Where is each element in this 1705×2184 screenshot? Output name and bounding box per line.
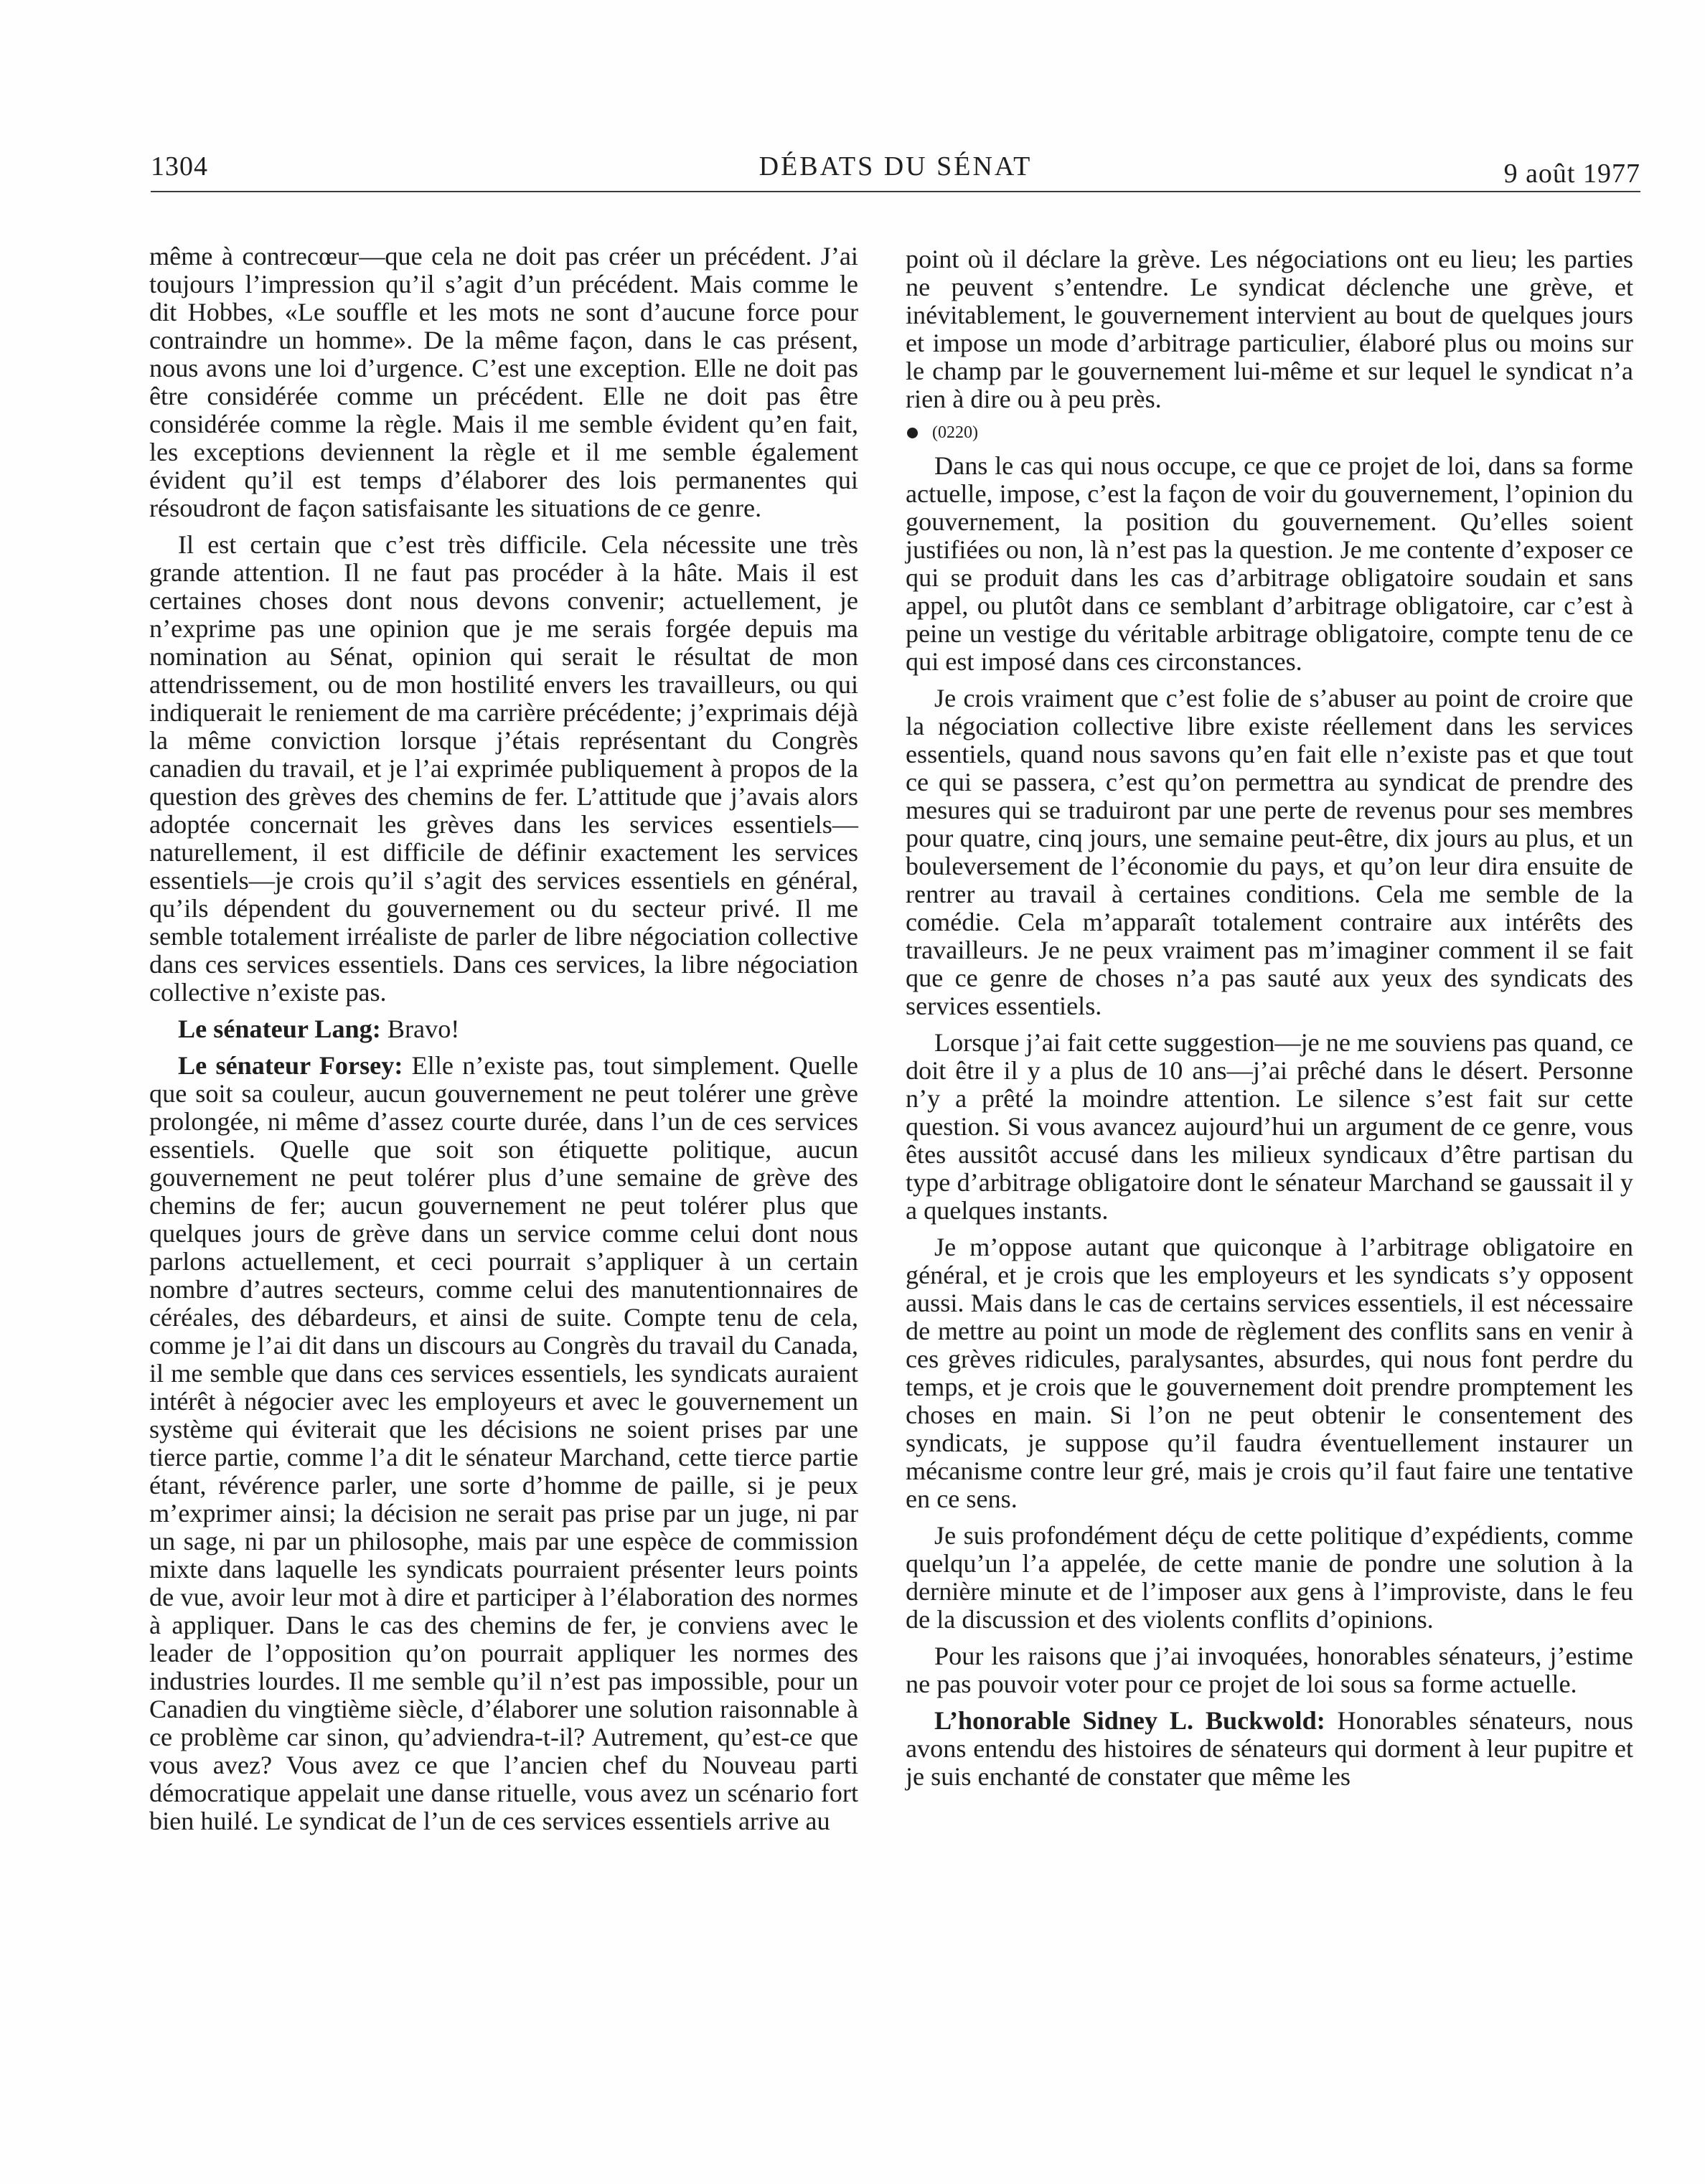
speech-buckwold bbox=[906, 1707, 1633, 1791]
time-marker-label: (0220) bbox=[932, 423, 978, 442]
bullet-icon bbox=[907, 428, 918, 438]
paragraph: Je m’oppose autant que quiconque à l’arbitrage obligatoire en général, et je crois que les employeurs et les syndicats s’y opposent aussi. Mais dans le cas de certains services essentiels, il est nécessaire de mettre au point un mode de règlement des conflits sans en venir à ces grèves ridicules, paralysantes, absurdes, qui nous font perdre du temps, et je crois que le gouvernement doit prendre promptement les choses en main. Si l’on ne peut obtenir le consentement des syndicats, je suppose qu’il faudra éventuellement instaurer un mécanisme contre leur gré, mais je crois qu’il faut faire une tentative en ce sens. bbox=[906, 1233, 1633, 1513]
publication-date: 9 août 1977 bbox=[1503, 159, 1640, 189]
left-column bbox=[149, 243, 858, 1844]
speech-text: Honorables sénateurs, nous avons entendu des histoires de sénateurs qui dorment à leur pupitre et je suis enchanté de constater que même les bbox=[906, 1706, 1633, 1791]
time-marker bbox=[906, 422, 1633, 443]
paragraph-continued: point où il déclare la grève. Les négociations ont eu lieu; les parties ne peuvent s’entendre. Le syndicat déclenche une grève, et inévitablement, le gouvernement intervient au bout de quelques jours et impose un mode d’arbitrage particulier, élaboré plus ou moins sur le champ par le gouvernement lui-même et sur lequel le syndicat n’a rien à dire ou à peu près. bbox=[906, 245, 1633, 413]
speech-text: Bravo! bbox=[380, 1015, 460, 1043]
right-column bbox=[906, 245, 1633, 1799]
paragraph-continued: même à contrecœur—que cela ne doit pas créer un précédent. J’ai toujours l’impression qu’il s’agit d’un précédent. Mais comme le dit Hobbes, «Le souffle et les mots ne sont d’aucune force pour contraindre un homme». De la même façon, dans le cas présent, nous avons une loi d’urgence. C’est une exception. Elle ne doit pas être considérée comme un précédent. Elle ne doit pas être considérée comme la règle. Mais il me semble évident qu’en fait, les exceptions deviennent la règle et il me semble également évident qu’il est temps d’élaborer des lois permanentes qui résoudront de façon satisfaisante les situations de ce genre. bbox=[149, 242, 858, 522]
page-header bbox=[151, 148, 1640, 192]
speaker-name: L’honorable Sidney L. Buckwold: bbox=[934, 1706, 1325, 1735]
paragraph: Lorsque j’ai fait cette suggestion—je ne me souviens pas quand, ce doit être il y a plus de 10 ans—j’ai prêché dans le désert. Personne n’y a prêté la moindre attention. Le silence s’est fait sur cette question. Si vous avancez aujourd’hui un argument de ce genre, vous êtes aussitôt accusé dans les milieux syndicaux d’être partisan du type d’arbitrage obligatoire dont le sénateur Marchand se gaussait il y a quelques instants. bbox=[906, 1028, 1633, 1225]
paragraph: Je suis profondément déçu de cette politique d’expédients, comme quelqu’un l’a appelée, de cette manie de pondre une solution à la dernière minute et de l’imposer aux gens à l’improviste, dans le feu de la discussion et des violents conflits d’opinions. bbox=[906, 1521, 1633, 1634]
speaker-name: Le sénateur Lang: bbox=[178, 1015, 381, 1043]
speech-lang bbox=[149, 1015, 858, 1043]
paragraph: Il est certain que c’est très difficile. Cela nécessite une très grande attention. Il ne faut pas procéder à la hâte. Mais il est certaines choses dont nous devons convenir; actuellement, je n’exprime pas une opinion que je me serais forgée depuis ma nomination au Sénat, opinion qui serait le résultat de mon attendrissement, ou de mon hostilité envers les travailleurs, ou qui indiquerait le reniement de ma carrière précédente; j’exprimais déjà la même conviction lorsque j’étais représentant du Congrès canadien du travail, et je l’ai exprimée publiquement à propos de la question des grèves des chemins de fer. L’attitude que j’avais alors adoptée concernait les grèves dans les services essentiels—naturellement, il est difficile de définir exactement les services essentiels—je crois qu’il s’agit des services essentiels en général, qu’ils dépendent du gouvernement ou du secteur privé. Il me semble totalement irréaliste de parler de libre négociation collective dans ces services essentiels. Dans ces services, la libre négociation collective n’existe pas. bbox=[149, 530, 858, 1007]
publication-title: DÉBATS DU SÉNAT bbox=[758, 151, 1033, 182]
page-number: 1304 bbox=[151, 151, 208, 182]
paragraph: Dans le cas qui nous occupe, ce que ce projet de loi, dans sa forme actuelle, impose, c’est la façon de voir du gouvernement, l’opinion du gouvernement, la position du gouvernement. Qu’elles soient justifiées ou non, là n’est pas la question. Je me contente d’exposer ce qui se produit dans les cas d’arbitrage obligatoire soudain et sans appel, ou plutôt dans ce semblant d’arbitrage obligatoire, car c’est à peine un vestige du véritable arbitrage obligatoire, compte tenu de ce qui est imposé dans ces circonstances. bbox=[906, 451, 1633, 676]
paragraph: Je crois vraiment que c’est folie de s’abuser au point de croire que la négociation collective libre existe réellement dans les services essentiels, quand nous savons qu’en fait elle n’existe pas et que tout ce qui se passera, c’est qu’on permettra au syndicat de prendre des mesures qui se traduiront par une perte de revenus pour ses membres pour quatre, cinq jours, une semaine peut-être, dix jours au plus, et un bouleversement de l’économie du pays, et qu’on leur dira ensuite de rentrer au travail à certaines conditions. Cela me semble de la comédie. Cela m’apparaît totalement contraire aux intérêts des travailleurs. Je ne peux vraiment pas m’imaginer comment il se fait que ce genre de choses n’a pas sauté aux yeux des syndicats des services essentiels. bbox=[906, 684, 1633, 1020]
speech-forsey bbox=[149, 1052, 858, 1835]
paragraph: Pour les raisons que j’ai invoquées, honorables sénateurs, j’estime ne pas pouvoir voter pour ce projet de loi sous sa forme actuelle. bbox=[906, 1642, 1633, 1698]
speech-text: Elle n’existe pas, tout simplement. Quelle que soit sa couleur, aucun gouvernement ne peut tolérer une grève prolongée, ni même d’assez courte durée, dans l’un de ces services essentiels. Quelle que soit son étiquette politique, aucun gouvernement ne peut tolérer plus d’une semaine de grève des chemins de fer; aucun gouvernement ne peut tolérer plus que quelques jours de grève dans un service comme celui dont nous parlons actuellement, et ceci pourrait s’appliquer à un certain nombre d’autres secteurs, comme celui des manutentionnaires de céréales, des débardeurs, et ainsi de suite. Compte tenu de cela, comme je l’ai dit dans un discours au Congrès du travail du Canada, il me semble que dans ces services essentiels, les syndicats auraient intérêt à négocier avec les employeurs et avec le gouvernement un système qui éviterait que les décisions ne soient prises par une tierce partie, comme l’a dit le sénateur Marchand, cette tierce partie étant, révérence parler, une sorte d’homme de paille, si je peux m’exprimer ainsi; la décision ne serait pas prise par un juge, ni par un sage, ni par un philosophe, mais par une espèce de commission mixte dans laquelle les syndicats pourraient présenter leurs points de vue, avoir leur mot à dire et participer à l’élaboration des normes à appliquer. Dans le cas des chemins de fer, je conviens avec le leader de l’opposition qu’on pourrait appliquer les normes des industries lourdes. Il me semble qu’il n’est pas impossible, pour un Canadien du vingtième siècle, d’élaborer une solution raisonnable à ce problème car sinon, qu’adviendra-t-il? Autrement, qu’est-ce que vous avez? Vous avez ce que l’ancien chef du Nouveau parti démocratique appelait une danse rituelle, vous avez un scénario fort bien huilé. Le syndicat de l’un de ces services essentiels arrive au bbox=[149, 1051, 858, 1835]
speaker-name: Le sénateur Forsey: bbox=[178, 1051, 403, 1080]
